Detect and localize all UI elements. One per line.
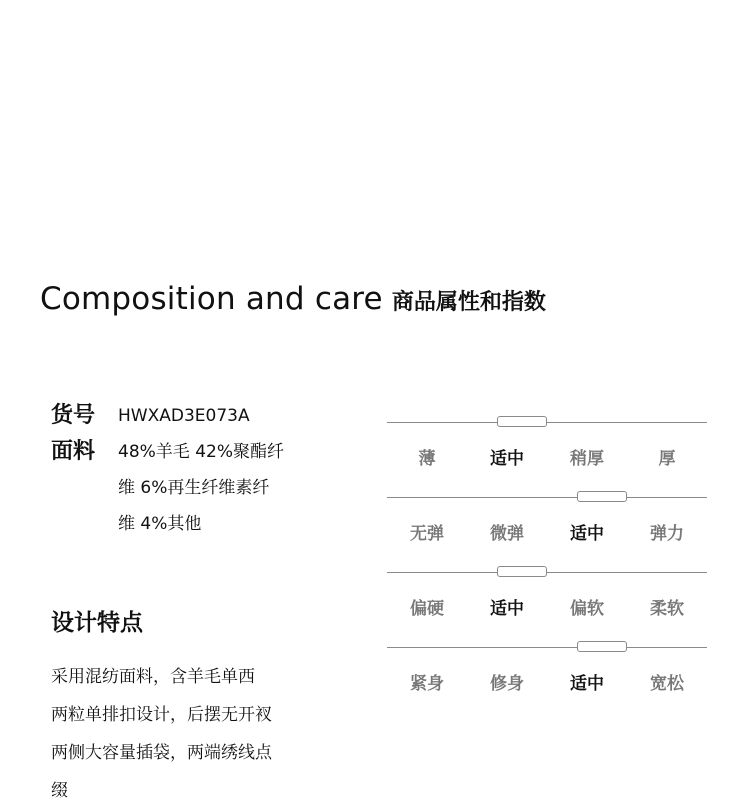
fit-scale [387,640,707,715]
scale-option: 薄 [418,449,436,469]
design-line: 两粒单排扣设计，后摆无开衩 [51,705,272,725]
design-line: 缀 [51,781,68,801]
design-features-title: 设计特点 [51,610,143,636]
scale-option: 偏硬 [410,599,444,619]
scale-indicator [497,566,547,577]
section-title-en: Composition and care [40,281,383,317]
attribute-scales [387,415,707,715]
product-attributes [51,398,341,542]
section-title-cn: 商品属性和指数 [391,290,546,315]
fabric-line: 48%羊毛 42%聚酯纤 [118,442,284,462]
softness-scale [387,565,707,640]
item-number-row [51,398,341,434]
scale-option: 适中 [570,674,604,694]
design-features-text [51,658,321,810]
scale-indicator [577,641,627,652]
scale-option: 弹力 [650,524,684,544]
design-line: 采用混纺面料，含羊毛单西 [51,667,255,687]
fabric-line: 维 4%其他 [118,514,202,534]
scale-option: 适中 [490,599,524,619]
scale-track [387,422,707,423]
item-number-label: 货号 [51,403,96,428]
scale-option: 修身 [490,674,524,694]
scale-option: 柔软 [650,599,684,619]
scale-option: 适中 [570,524,604,544]
scale-indicator [577,491,627,502]
scale-track [387,572,707,573]
fabric-value [118,434,341,542]
scale-option: 无弹 [410,524,444,544]
scale-option: 紧身 [410,674,444,694]
design-line: 两侧大容量插袋，两端绣线点 [51,743,272,763]
elasticity-scale [387,490,707,565]
scale-option: 适中 [490,449,524,469]
fabric-row [51,434,341,542]
scale-track [387,647,707,648]
fabric-label: 面料 [51,439,96,464]
scale-option: 微弹 [490,524,524,544]
thickness-scale [387,415,707,490]
scale-indicator [497,416,547,427]
scale-track [387,497,707,498]
item-number-value: HWXAD3E073A [118,406,250,426]
scale-option: 厚 [658,449,676,469]
section-header [40,281,546,317]
scale-option: 宽松 [650,674,684,694]
fabric-line: 维 6%再生纤维素纤 [118,478,270,498]
scale-option: 偏软 [570,599,604,619]
scale-option: 稍厚 [570,449,604,469]
